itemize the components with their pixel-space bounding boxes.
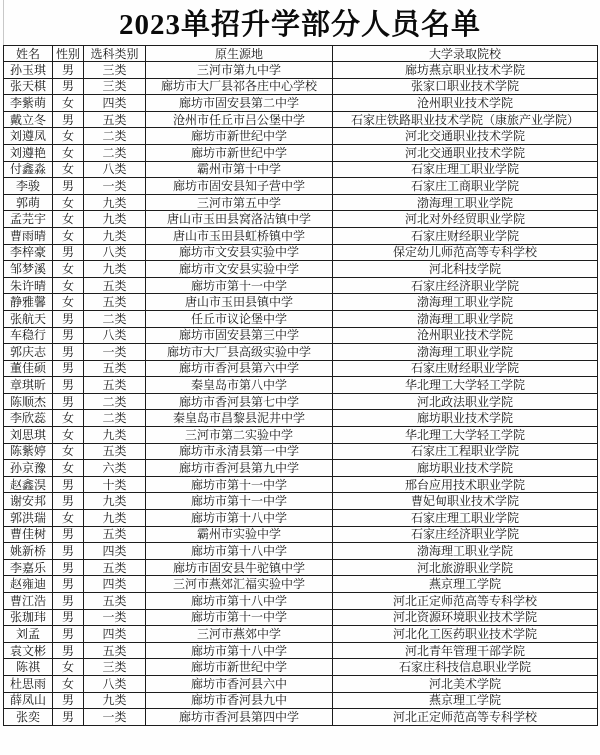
cell-gender: 女 — [53, 659, 84, 676]
cell-category: 二类 — [84, 410, 146, 427]
cell-category: 二类 — [84, 393, 146, 410]
cell-category: 二类 — [84, 144, 146, 161]
table-row — [4, 310, 598, 327]
table-row — [4, 393, 598, 410]
cell-college: 河北正定师范高等专科学校 — [333, 593, 598, 610]
cell-category: 一类 — [84, 344, 146, 361]
cell-gender: 男 — [53, 692, 84, 709]
cell-school: 廊坊市文安县实验中学 — [146, 244, 333, 261]
cell-school: 唐山市玉田县虹桥镇中学 — [146, 227, 333, 244]
cell-college: 河北正定师范高等专科学校 — [333, 709, 598, 726]
cell-name: 曹雨晴 — [4, 227, 53, 244]
cell-gender: 女 — [53, 95, 84, 112]
table-row — [4, 144, 598, 161]
cell-college: 石家庄科技信息职业学院 — [333, 659, 598, 676]
cell-name: 杜思雨 — [4, 675, 53, 692]
cell-name: 张珈玮 — [4, 609, 53, 626]
cell-school: 秦皇岛市昌黎县泥井中学 — [146, 410, 333, 427]
cell-name: 刘思琪 — [4, 427, 53, 444]
cell-college: 石家庄理工职业学院 — [333, 161, 598, 178]
cell-gender: 男 — [53, 62, 84, 79]
table-row — [4, 709, 598, 726]
table-row — [4, 443, 598, 460]
table-row — [4, 244, 598, 261]
table-row — [4, 95, 598, 112]
cell-category: 九类 — [84, 211, 146, 228]
cell-college: 燕京理工学院 — [333, 692, 598, 709]
cell-college: 邢台应用技术职业学院 — [333, 476, 598, 493]
cell-gender: 男 — [53, 310, 84, 327]
table-row — [4, 211, 598, 228]
cell-name: 章琪昕 — [4, 377, 53, 394]
table-row — [4, 62, 598, 79]
cell-name: 李嘉乐 — [4, 559, 53, 576]
cell-name: 戴立冬 — [4, 111, 53, 128]
cell-school: 廊坊市大厂县高级实验中学 — [146, 344, 333, 361]
cell-category: 五类 — [84, 277, 146, 294]
cell-category: 四类 — [84, 576, 146, 593]
cell-gender: 男 — [53, 642, 84, 659]
cell-gender: 男 — [53, 393, 84, 410]
cell-gender: 女 — [53, 161, 84, 178]
cell-name: 赵鑫淏 — [4, 476, 53, 493]
cell-college: 河北交通职业技术学院 — [333, 128, 598, 145]
cell-college: 河北化工医药职业技术学院 — [333, 626, 598, 643]
cell-college: 河北交通职业技术学院 — [333, 144, 598, 161]
cell-category: 五类 — [84, 360, 146, 377]
cell-category: 五类 — [84, 642, 146, 659]
cell-gender: 男 — [53, 377, 84, 394]
cell-gender: 男 — [53, 559, 84, 576]
cell-category: 五类 — [84, 377, 146, 394]
cell-college: 河北政法职业学院 — [333, 393, 598, 410]
cell-school: 廊坊市香河县六中 — [146, 675, 333, 692]
table-row — [4, 642, 598, 659]
cell-school: 廊坊市第十八中学 — [146, 642, 333, 659]
cell-category: 三类 — [84, 659, 146, 676]
cell-name: 李骏 — [4, 178, 53, 195]
cell-college: 石家庄财经职业学院 — [333, 227, 598, 244]
cell-school: 廊坊市香河县第六中学 — [146, 360, 333, 377]
table-body — [4, 62, 598, 726]
cell-gender: 男 — [53, 493, 84, 510]
cell-gender: 女 — [53, 427, 84, 444]
cell-category: 八类 — [84, 327, 146, 344]
personnel-table — [3, 45, 598, 726]
table-row — [4, 78, 598, 95]
cell-school: 廊坊市新世纪中学 — [146, 128, 333, 145]
cell-category: 四类 — [84, 95, 146, 112]
cell-school: 沧州市任丘市吕公堡中学 — [146, 111, 333, 128]
cell-category: 二类 — [84, 310, 146, 327]
table-header — [4, 46, 598, 62]
cell-school: 唐山市玉田县镇中学 — [146, 294, 333, 311]
cell-school: 任丘市议论堡中学 — [146, 310, 333, 327]
cell-gender: 女 — [53, 144, 84, 161]
table-row — [4, 593, 598, 610]
table-row — [4, 360, 598, 377]
cell-name: 邹梦溪 — [4, 261, 53, 278]
cell-school: 廊坊市文安县实验中学 — [146, 261, 333, 278]
table-row — [4, 111, 598, 128]
cell-gender: 男 — [53, 526, 84, 543]
table-row — [4, 261, 598, 278]
cell-category: 十类 — [84, 476, 146, 493]
cell-category: 八类 — [84, 244, 146, 261]
cell-school: 三河市燕郊中学 — [146, 626, 333, 643]
table-row — [4, 294, 598, 311]
cell-category: 三类 — [84, 62, 146, 79]
cell-name: 陈顺杰 — [4, 393, 53, 410]
cell-name: 郭洪瑞 — [4, 510, 53, 527]
table-row — [4, 493, 598, 510]
cell-name: 曹佳树 — [4, 526, 53, 543]
cell-school: 三河市第五中学 — [146, 194, 333, 211]
cell-gender: 男 — [53, 709, 84, 726]
cell-name: 刘遵艳 — [4, 144, 53, 161]
cell-school: 廊坊市第十一中学 — [146, 277, 333, 294]
cell-college: 石家庄经济职业学院 — [333, 526, 598, 543]
cell-category: 一类 — [84, 178, 146, 195]
cell-name: 陈紫婷 — [4, 443, 53, 460]
cell-college: 河北科技学院 — [333, 261, 598, 278]
cell-category: 五类 — [84, 111, 146, 128]
cell-gender: 男 — [53, 593, 84, 610]
cell-category: 九类 — [84, 493, 146, 510]
cell-category: 一类 — [84, 709, 146, 726]
cell-school: 廊坊市大厂县祁各庄中心学校 — [146, 78, 333, 95]
table-row — [4, 327, 598, 344]
table-row — [4, 161, 598, 178]
table-row — [4, 543, 598, 560]
cell-gender: 男 — [53, 626, 84, 643]
cell-category: 六类 — [84, 460, 146, 477]
cell-college: 华北理工大学轻工学院 — [333, 377, 598, 394]
cell-gender: 男 — [53, 178, 84, 195]
table-row — [4, 227, 598, 244]
cell-school: 廊坊市新世纪中学 — [146, 659, 333, 676]
cell-name: 刘遵凤 — [4, 128, 53, 145]
cell-school: 廊坊市固安县牛驼镇中学 — [146, 559, 333, 576]
cell-name: 李紫萌 — [4, 95, 53, 112]
cell-college: 渤海理工职业学院 — [333, 344, 598, 361]
cell-category: 八类 — [84, 161, 146, 178]
cell-school: 廊坊市第十一中学 — [146, 493, 333, 510]
cell-school: 廊坊市第十一中学 — [146, 476, 333, 493]
cell-college: 河北旅游职业学院 — [333, 559, 598, 576]
cell-college: 沧州职业技术学院 — [333, 327, 598, 344]
cell-name: 李欣蕊 — [4, 410, 53, 427]
cell-name: 张奕 — [4, 709, 53, 726]
page-title: 2023单招升学部分人员名单 — [118, 9, 481, 41]
cell-college: 石家庄工程职业学院 — [333, 443, 598, 460]
cell-category: 四类 — [84, 626, 146, 643]
cell-gender: 男 — [53, 360, 84, 377]
table-row — [4, 410, 598, 427]
cell-college: 燕京理工学院 — [333, 576, 598, 593]
cell-name: 车稳行 — [4, 327, 53, 344]
table-row — [4, 609, 598, 626]
cell-college: 河北对外经贸职业学院 — [333, 211, 598, 228]
cell-name: 郭萌 — [4, 194, 53, 211]
cell-category: 一类 — [84, 609, 146, 626]
cell-category: 九类 — [84, 692, 146, 709]
cell-college: 张家口职业技术学院 — [333, 78, 598, 95]
cell-category: 五类 — [84, 559, 146, 576]
cell-school: 廊坊市固安县知子营中学 — [146, 178, 333, 195]
cell-college: 渤海理工职业学院 — [333, 310, 598, 327]
cell-school: 廊坊市香河县第九中学 — [146, 460, 333, 477]
cell-gender: 男 — [53, 344, 84, 361]
cell-school: 廊坊市新世纪中学 — [146, 144, 333, 161]
cell-name: 孙京豫 — [4, 460, 53, 477]
cell-name: 郭庆志 — [4, 344, 53, 361]
cell-gender: 男 — [53, 327, 84, 344]
table-row — [4, 377, 598, 394]
cell-college: 廊坊职业技术学院 — [333, 460, 598, 477]
cell-school: 廊坊市第十一中学 — [146, 609, 333, 626]
table-row — [4, 427, 598, 444]
cell-name: 刘孟 — [4, 626, 53, 643]
cell-school: 秦皇岛市第八中学 — [146, 377, 333, 394]
cell-gender: 男 — [53, 111, 84, 128]
cell-gender: 女 — [53, 410, 84, 427]
cell-gender: 女 — [53, 211, 84, 228]
cell-gender: 女 — [53, 510, 84, 527]
cell-name: 薛凤山 — [4, 692, 53, 709]
cell-gender: 女 — [53, 194, 84, 211]
cell-school: 唐山市玉田县窝洛沽镇中学 — [146, 211, 333, 228]
cell-name: 曹江浩 — [4, 593, 53, 610]
cell-school: 三河市第九中学 — [146, 62, 333, 79]
cell-name: 孙玉琪 — [4, 62, 53, 79]
cell-name: 张航天 — [4, 310, 53, 327]
cell-gender: 男 — [53, 78, 84, 95]
cell-name: 李梓豪 — [4, 244, 53, 261]
cell-category: 九类 — [84, 227, 146, 244]
header-category: 选科类别 — [84, 46, 146, 62]
table-row — [4, 659, 598, 676]
table-row — [4, 178, 598, 195]
cell-college: 河北青年管理干部学院 — [333, 642, 598, 659]
table-row — [4, 460, 598, 477]
cell-name: 董佳硕 — [4, 360, 53, 377]
table-row — [4, 344, 598, 361]
table-row — [4, 576, 598, 593]
cell-school: 廊坊市固安县第三中学 — [146, 327, 333, 344]
cell-school: 霸州市第十中学 — [146, 161, 333, 178]
cell-school: 霸州市实验中学 — [146, 526, 333, 543]
cell-category: 四类 — [84, 543, 146, 560]
scan-edge-line — [3, 0, 4, 46]
cell-school: 廊坊市香河县第七中学 — [146, 393, 333, 410]
cell-name: 赵雍迪 — [4, 576, 53, 593]
cell-college: 石家庄铁路职业技术学院（康旅产业学院） — [333, 111, 598, 128]
cell-category: 五类 — [84, 443, 146, 460]
cell-school: 廊坊市香河县九中 — [146, 692, 333, 709]
cell-school: 廊坊市第十八中学 — [146, 593, 333, 610]
cell-name: 姚新桥 — [4, 543, 53, 560]
table-row — [4, 277, 598, 294]
cell-college: 曹妃甸职业技术学院 — [333, 493, 598, 510]
cell-gender: 女 — [53, 460, 84, 477]
cell-gender: 女 — [53, 443, 84, 460]
cell-gender: 男 — [53, 543, 84, 560]
cell-gender: 男 — [53, 609, 84, 626]
cell-school: 廊坊市香河县第四中学 — [146, 709, 333, 726]
cell-name: 孟芫宇 — [4, 211, 53, 228]
cell-college: 渤海理工职业学院 — [333, 194, 598, 211]
cell-gender: 女 — [53, 277, 84, 294]
cell-category: 九类 — [84, 510, 146, 527]
cell-category: 八类 — [84, 675, 146, 692]
cell-school: 廊坊市第十八中学 — [146, 543, 333, 560]
cell-college: 石家庄理工职业学院 — [333, 510, 598, 527]
cell-college: 河北美术学院 — [333, 675, 598, 692]
cell-college: 河北资源环境职业技术学院 — [333, 609, 598, 626]
header-name: 姓名 — [4, 46, 53, 62]
cell-category: 九类 — [84, 261, 146, 278]
header-college: 大学录取院校 — [333, 46, 598, 62]
cell-gender: 男 — [53, 576, 84, 593]
cell-school: 廊坊市永清县第一中学 — [146, 443, 333, 460]
cell-college: 廊坊燕京职业技术学院 — [333, 62, 598, 79]
table-row — [4, 526, 598, 543]
table-row — [4, 675, 598, 692]
cell-college: 保定幼儿师范高等专科学校 — [333, 244, 598, 261]
cell-college: 石家庄工商职业学院 — [333, 178, 598, 195]
cell-category: 五类 — [84, 593, 146, 610]
cell-category: 九类 — [84, 194, 146, 211]
cell-school: 三河市燕郊汇福实验中学 — [146, 576, 333, 593]
cell-name: 袁文彬 — [4, 642, 53, 659]
table-row — [4, 194, 598, 211]
cell-gender: 男 — [53, 244, 84, 261]
table-row — [4, 510, 598, 527]
cell-name: 张天棋 — [4, 78, 53, 95]
cell-category: 三类 — [84, 78, 146, 95]
cell-college: 石家庄经济职业学院 — [333, 277, 598, 294]
cell-college: 石家庄财经职业学院 — [333, 360, 598, 377]
cell-category: 二类 — [84, 128, 146, 145]
cell-name: 陈祺 — [4, 659, 53, 676]
cell-gender: 女 — [53, 294, 84, 311]
cell-gender: 女 — [53, 128, 84, 145]
table-row — [4, 692, 598, 709]
cell-college: 沧州职业技术学院 — [333, 95, 598, 112]
header-row — [4, 46, 598, 62]
cell-college: 廊坊职业技术学院 — [333, 410, 598, 427]
cell-name: 谢安邦 — [4, 493, 53, 510]
table-row — [4, 128, 598, 145]
cell-gender: 女 — [53, 261, 84, 278]
cell-school: 三河市第二实验中学 — [146, 427, 333, 444]
table-row — [4, 476, 598, 493]
cell-category: 五类 — [84, 526, 146, 543]
cell-school: 廊坊市第十八中学 — [146, 510, 333, 527]
cell-gender: 女 — [53, 227, 84, 244]
header-gender: 性别 — [53, 46, 84, 62]
cell-college: 渤海理工职业学院 — [333, 543, 598, 560]
cell-school: 廊坊市固安县第二中学 — [146, 95, 333, 112]
cell-name: 静雅馨 — [4, 294, 53, 311]
cell-college: 华北理工大学轻工学院 — [333, 427, 598, 444]
cell-category: 九类 — [84, 427, 146, 444]
cell-gender: 男 — [53, 476, 84, 493]
cell-college: 渤海理工职业学院 — [333, 294, 598, 311]
table-row — [4, 626, 598, 643]
cell-name: 付鑫淼 — [4, 161, 53, 178]
table-row — [4, 559, 598, 576]
cell-gender: 女 — [53, 675, 84, 692]
header-school: 原生源地 — [146, 46, 333, 62]
cell-name: 朱许晴 — [4, 277, 53, 294]
cell-category: 五类 — [84, 294, 146, 311]
